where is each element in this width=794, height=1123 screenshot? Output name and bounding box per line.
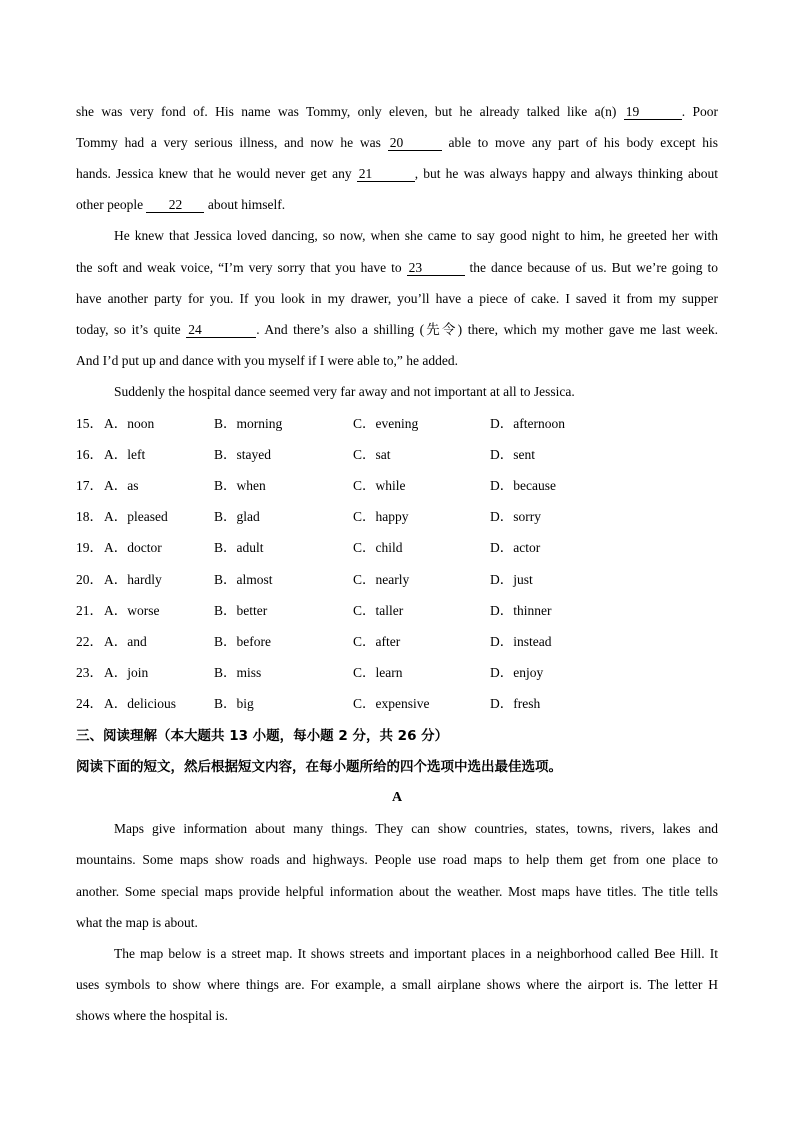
option-d: D．sent [490, 447, 535, 462]
option-a: A．delicious [104, 696, 176, 711]
passage-title: A [391, 790, 403, 805]
passage-line-7: have another party for you. If you look in my drawer, you’ll have a piece of cake. I saved it from my supper [76, 291, 718, 306]
option-d: D．afternoon [490, 416, 565, 431]
option-c: C．sat [353, 447, 391, 462]
option-a: A．hardly [104, 572, 162, 587]
option-b: B．glad [214, 509, 260, 524]
passage-line-9: And I’d put up and dance with you myself if I were able to,” he added. [76, 353, 459, 368]
passage-line-3: hands. Jessica knew that he would never get any 21 , but he was always happy and always thinking about [76, 166, 718, 181]
option-c: C．while [353, 478, 406, 493]
document-page: she was very fond of. His name was Tommy, only eleven, but he already talked like a(n) 19 . Poor Tommy had a very serious illness, and now he was 20 able to move any part of his body except his hands. Jessica knew that he would never get any 21 , but he was always happy and always thinking about other people 22 about himself. He knew that Jessica loved dancing, so now, when she came to say good night to him, he greeted her with the soft and weak voice, “I’m very sorry that you have to 23 the dance because of us. But we’re going to have another party for you. If you look in my drawer, you’ll have a piece of cake. I saved it from my supper today, so it’s quite 24 . And there’s also a shilling (先令) there, which my mother gave me last week. And I’d put up and dance with you myself if I were able to,” he added. Suddenly the hospital dance seemed very far away and not important at all to Jessica. 15． A．noon B．morning C．evening D．afternoon 16． A．left B．stayed C．sat D．sent 17． A．as B．when C．while D．because 18． A．pleased B．glad C．happy D．sorry 19． A．doctor B．adult C．child D．actor 20． A．hardly B．almost C．nearly D．just 21． A．worse B．better C．taller D．thinner 22． A．and B．before C．after D．instead 23． A．join B．miss C．learn D．enjoy 24． A．delicious B．big C．expensive D．fresh 三、阅读理解（本大题共 13 小题，每小题 2 分，共 26 分） 阅读下面的短文，然后根据短文内容，在每小题所给的四个选项中选出最佳选项。 A Maps give information about many things. They can show countries, states, towns, rivers, lakes and mountains. Some maps show roads and highways. People use road maps to help them get from one place to another. Some special maps provide helpful information about the weather. Most maps have titles. The title tells what the map is about. The map below is a street map. It shows streets and important places in a neighborhood called Bee Hill. It uses symbols to show where things are. For example, a small airplane shows where the airport is. The letter H shows where the hospital is. [0, 0, 794, 1123]
blank-24: 24 [186, 323, 256, 338]
option-b: B．adult [214, 540, 264, 555]
option-d: D．just [490, 572, 533, 587]
option-d: D．instead [490, 634, 552, 649]
option-c: C．evening [353, 416, 419, 431]
option-b: B．miss [214, 665, 262, 680]
option-d: D．sorry [490, 509, 541, 524]
passage-line-5: He knew that Jessica loved dancing, so now, when she came to say good night to him, he greeted her with [114, 228, 718, 243]
option-d: D．because [490, 478, 556, 493]
section-instruction: 阅读下面的短文，然后根据短文内容，在每小题所给的四个选项中选出最佳选项。 [76, 759, 562, 775]
passage-line-4: other people 22 about himself. [76, 197, 286, 212]
option-a: A．noon [104, 416, 155, 431]
option-c: C．taller [353, 603, 404, 618]
option-a: A．and [104, 634, 147, 649]
option-b: B．when [214, 478, 266, 493]
blank-23: 23 [407, 261, 465, 276]
blank-20: 20 [388, 136, 442, 151]
passage-a-line-4: what the map is about. [76, 915, 198, 930]
passage-a-line-7: shows where the hospital is. [76, 1008, 228, 1023]
option-c: C．after [353, 634, 401, 649]
option-c: C．happy [353, 509, 409, 524]
option-a: A．worse [104, 603, 160, 618]
option-b: B．morning [214, 416, 283, 431]
option-c: C．child [353, 540, 403, 555]
option-d: D．enjoy [490, 665, 544, 680]
blank-19: 19 [624, 105, 682, 120]
passage-line-1: she was very fond of. His name was Tommy, only eleven, but he already talked like a(n) 19 . Poor [76, 104, 718, 119]
option-d: D．thinner [490, 603, 552, 618]
option-d: D．fresh [490, 696, 541, 711]
blank-22: 22 [146, 198, 204, 213]
option-b: B．stayed [214, 447, 271, 462]
option-a: A．doctor [104, 540, 162, 555]
option-c: C．expensive [353, 696, 430, 711]
option-c: C．nearly [353, 572, 410, 587]
passage-a-line-1: Maps give information about many things. They can show countries, states, towns, rivers, lakes and [114, 821, 718, 836]
passage-line-10: Suddenly the hospital dance seemed very far away and not important at all to Jessica. [114, 384, 575, 399]
option-a: A．left [104, 447, 146, 462]
passage-a-line-5: The map below is a street map. It shows streets and important places in a neighborhood called Bee Hill. It [114, 946, 718, 961]
option-b: B．big [214, 696, 254, 711]
passage-line-8: today, so it’s quite 24 . And there’s also a shilling (先令) there, which my mother gave me last week. [76, 322, 718, 337]
option-d: D．actor [490, 540, 541, 555]
passage-line-6: the soft and weak voice, “I’m very sorry that you have to 23 the dance because of us. But we’re going to [76, 260, 719, 275]
passage-line-2: Tommy had a very serious illness, and now he was 20 able to move any part of his body except his [76, 135, 718, 150]
blank-21: 21 [357, 167, 415, 182]
option-b: B．before [214, 634, 271, 649]
option-a: A．pleased [104, 509, 168, 524]
option-b: B．better [214, 603, 268, 618]
option-b: B．almost [214, 572, 273, 587]
passage-a-line-3: another. Some special maps provide helpful information about the weather. Most maps have titles. The title tells [76, 884, 718, 899]
option-a: A．as [104, 478, 139, 493]
option-c: C．learn [353, 665, 403, 680]
passage-a-line-2: mountains. Some maps show roads and highways. People use road maps to help them get from one place to [76, 852, 718, 867]
option-a: A．join [104, 665, 149, 680]
passage-a-line-6: uses symbols to show where things are. For example, a small airplane shows where the airport is. The letter H [76, 977, 718, 992]
section-heading: 三、阅读理解（本大题共 13 小题，每小题 2 分，共 26 分） [76, 728, 449, 744]
